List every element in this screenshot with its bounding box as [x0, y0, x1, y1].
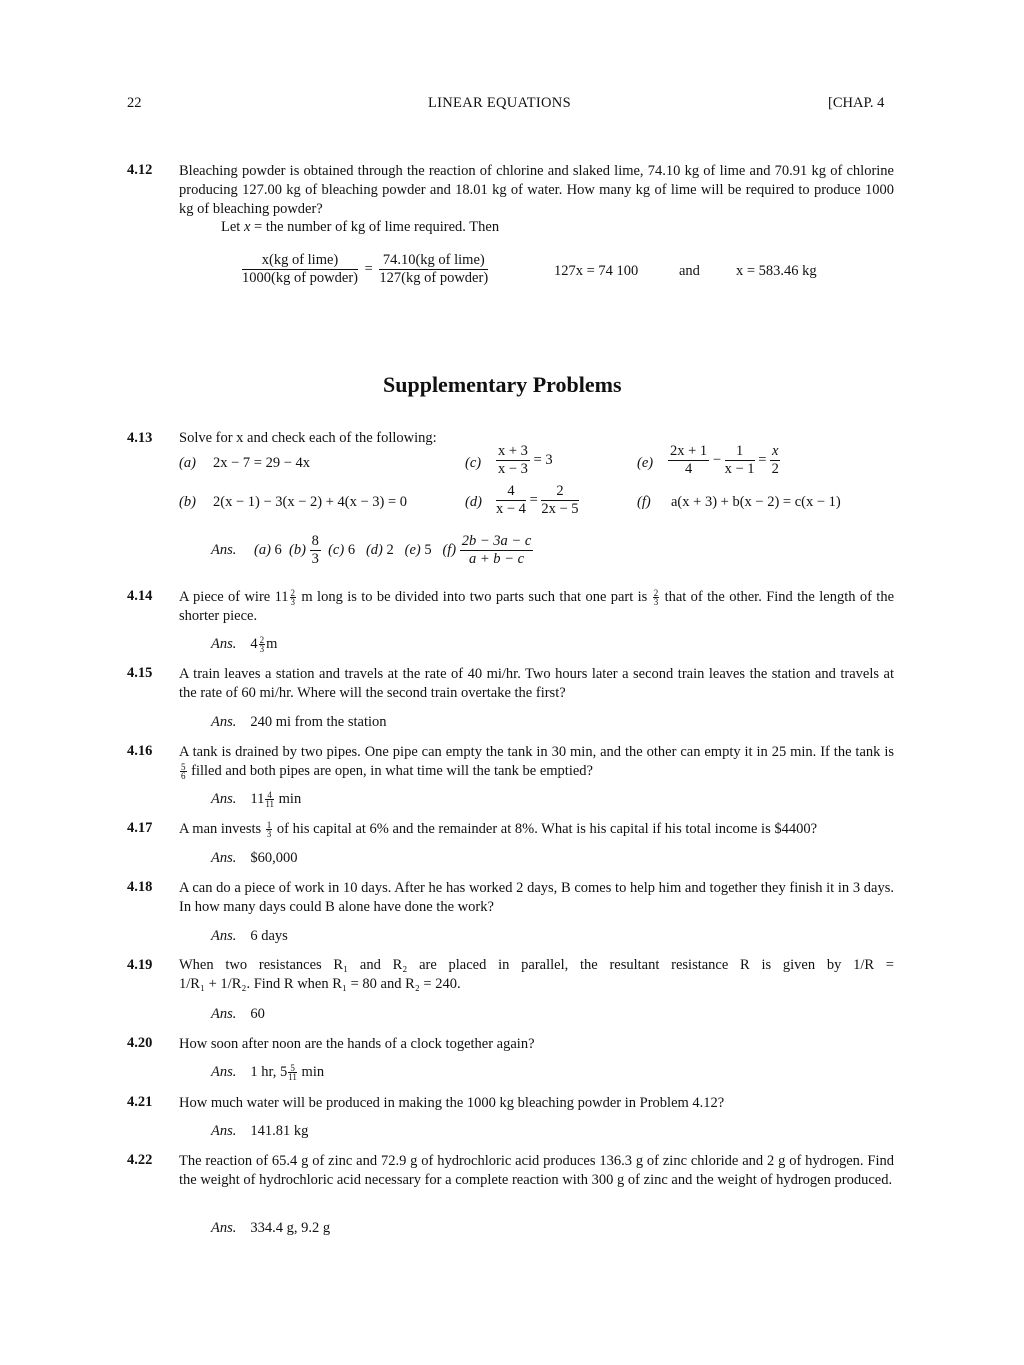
problem-number: 4.12	[127, 162, 153, 178]
problem-text: How much water will be produced in making the 1000 kg bleaching powder in Problem 4.12?	[179, 1095, 725, 1111]
equation-c: $\frac{x + 3}{x - 3}$ = 3	[498, 443, 553, 477]
section-title: Supplementary Problems	[383, 372, 622, 397]
and-word: and	[679, 263, 700, 279]
answer: Ans. 11 $\frac{4}{11}$ min	[211, 790, 302, 810]
equation-d: $\frac{4}{x - 4}$ = $\frac{2}{2x - 5}$	[496, 483, 579, 517]
item-label: (e)	[637, 455, 654, 471]
equation-b: 2(x − 1) − 3(x − 2) + 4(x − 3) = 0	[213, 494, 408, 510]
problem-text: A man invests $\frac{1}{3}$ of his capital at 6% and the remainder at 8%. What is his capital if his total income is $4400?	[179, 820, 818, 840]
page-number: 22	[127, 95, 142, 111]
proportion-equation: x(kg of lime) 1000(kg of powder) = 74.10(kg of lime) 127(kg of powder)	[242, 252, 489, 286]
running-title: LINEAR EQUATIONS	[428, 95, 571, 111]
problem-text: Bleaching powder is obtained through the reaction of chlorine and slaked lime, 74.10 kg of lime and 70.91 kg of chlorine producing 127.00 kg of bleaching powder and 18.01 kg of water. How many kg of lime will be required to produce 1000 kg of bleaching powder?	[179, 163, 894, 217]
problem-number: 4.20	[127, 1035, 153, 1051]
problem-text-line-1: When two resistances R₁ and R₂ are placed in parallel, the resultant resistance R is given by 1/R =	[179, 957, 894, 973]
answer: Ans. 141.81 kg	[211, 1123, 309, 1139]
item-label: (c)	[465, 455, 482, 471]
answer: Ans. 334.4 g, 9.2 g	[211, 1220, 331, 1236]
problem-number: 4.17	[127, 820, 153, 836]
problem-number: 4.19	[127, 957, 153, 973]
answer: Ans. 1 hr, 5 $\frac{5}{11}$ min	[211, 1063, 325, 1083]
answer: Ans. (a) 6 (b) $\frac{8}{3}$ (c) 6 (d) 2 (e) 5 (f) $\frac{2b - 3a - c}{a + b - c}$	[211, 533, 532, 567]
equation-e: $\frac{2x + 1}{4}$ − $\frac{1}{x - 1}$ = $\frac{x}{2}$	[670, 443, 779, 477]
equation-3: x = 583.46 kg	[736, 263, 817, 279]
equation-2: 127x = 74 100	[554, 263, 639, 279]
item-label: (a)	[179, 455, 196, 471]
answer: Ans. 4 $\frac{2}{3}$ m	[211, 635, 278, 655]
equation-f: a(x + 3) + b(x − 2) = c(x − 1)	[671, 494, 841, 510]
problem-number: 4.18	[127, 879, 153, 895]
problem-number: 4.13	[127, 430, 153, 446]
problem-text: A can do a piece of work in 10 days. After he has worked 2 days, B comes to help him and together they finish it in 3 days. In how many days could B alone have done the work?	[179, 880, 894, 915]
item-label: (b)	[179, 494, 196, 510]
problem-text: Solve for x and check each of the following:	[179, 430, 437, 446]
answer: Ans. $60,000	[211, 850, 298, 866]
answer: Ans. 60	[211, 1006, 265, 1022]
problem-number: 4.14	[127, 588, 153, 604]
answer: Ans. 6 days	[211, 928, 288, 944]
problem-number: 4.16	[127, 743, 153, 759]
item-label: (d)	[465, 494, 482, 510]
problem-number: 4.15	[127, 665, 153, 681]
problem-number: 4.22	[127, 1152, 153, 1168]
answer: Ans. 240 mi from the station	[211, 714, 387, 730]
problem-text: A piece of wire 11 $\frac{2}{3}$ m long is to be divided into two parts such that one part is $\frac{2}{3}$ that of the other. Find the length of the shorter piece.	[179, 588, 895, 624]
problem-text: A tank is drained by two pipes. One pipe can empty the tank in 30 min, and the other can empty it in 25 min. If the tank is $\frac{5}{6}$ filled and both pipes are open, in what time will the tank be emptied?	[179, 744, 894, 782]
item-label: (f)	[637, 494, 651, 510]
problem-text: A train leaves a station and travels at the rate of 40 mi/hr. Two hours later a second train leaves the station and travels at the rate of 60 mi/hr. Where will the second train overtake the first?	[179, 666, 894, 701]
let-line: Let x = the number of kg of lime required. Then	[221, 219, 500, 235]
chapter-label: [CHAP. 4	[828, 95, 885, 111]
problem-text: The reaction of 65.4 g of zinc and 72.9 g of hydrochloric acid produces 136.3 g of zinc chloride and 2 g of hydrogen. Find the weight of hydrochloric acid necessary for a complete reaction with 300 g of zinc and the weight of hydrogen produced.	[179, 1153, 894, 1188]
problem-text: How soon after noon are the hands of a clock together again?	[179, 1036, 535, 1052]
equation-a: 2x − 7 = 29 − 4x	[213, 455, 311, 471]
problem-number: 4.21	[127, 1094, 153, 1110]
problem-text-line-2: 1/R₁ + 1/R₂. Find R when R₁ = 80 and R₂ = 240.	[179, 976, 461, 992]
